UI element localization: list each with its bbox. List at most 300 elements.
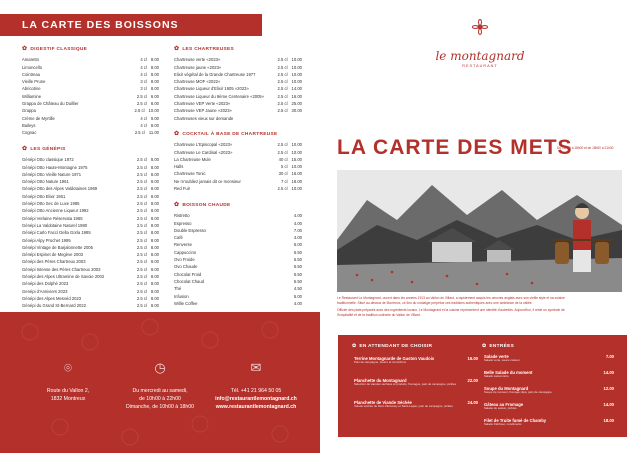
item-name: Chartreuse Liqueur d'Elixir 1605 «2023» [174,86,249,92]
menu-item [174,285,302,292]
item-volume: 2.5 cl [136,274,147,280]
item-name: Génépi Otto Ancienne Liqueur 1992 [22,208,89,214]
item-name: Thé [174,286,182,292]
menu-item [174,220,302,227]
item-price: 8.00 [150,252,159,258]
item-name: Chartreuse verte «2023» [174,57,221,63]
mail-icon: ✉ [250,360,262,375]
item-price: 8.00 [150,281,159,287]
flower-logo-icon [465,12,495,42]
email-link[interactable]: info@restaurantlemontagnard.ch [215,396,297,402]
section-title: LES CHARTREUSES [182,47,235,52]
menu-item [22,200,159,207]
dish-item [484,386,614,395]
item-volume: 2.5 cl [277,86,288,92]
dish-name: Filet de Truite fumé de Chamby [484,418,547,423]
dish-name: Gâteau au Fromage [484,402,524,407]
item-name: Génépi des Dolphé 2023 [22,281,69,287]
item-volume: 2.5 cl [277,186,288,192]
item-volume: 4 cl [140,122,147,128]
item-volume: 3 cl [140,86,147,92]
hot-drinks-list [174,212,302,307]
item-name: Génépi Otto Elixir 1961 [22,193,66,199]
menu-item [22,64,159,71]
item-name: Génépi Espinet de Megève 2003 [22,252,83,258]
menu-item [22,85,159,92]
dish-item [354,378,478,387]
item-price: 5.50 [293,271,302,277]
menu-box [338,335,627,437]
item-volume: 2.5 cl [134,108,145,114]
item-name: Elixir végétal de la Grande Chartreuse 1977 [174,71,256,77]
menu-item [22,78,159,85]
item-price: 4.00 [293,235,302,241]
item-name: Génépi Otto Nature 1961 [22,179,69,185]
item-volume: 2.5 cl [136,252,147,258]
menu-item [174,178,302,185]
menu-item [174,227,302,234]
item-price: 8.00 [150,237,159,243]
item-price: 5.00 [293,293,302,299]
cocktail-section [174,131,302,192]
flower-icon: ✿ [174,46,180,52]
flower-icon: ✿ [174,202,180,208]
clock-icon: ◷ [154,360,166,375]
item-name: Cappuccino [174,249,197,255]
item-price: 8.00 [150,71,159,77]
menu-item [22,115,159,122]
item-name: Chartreuse Le Cardinal «2023» [174,149,233,155]
item-name: Vieille Prune [22,79,46,85]
item-price: 5.50 [293,257,302,263]
item-name: Génépi Otto Sec de Luxe 1985 [22,201,80,207]
item-price: 10.00 [291,186,302,192]
item-name: Abricotine [22,86,41,92]
item-volume: 30 cl [278,171,288,177]
item-volume: 2.5 cl [136,303,147,309]
item-price: 10.00 [291,142,302,148]
menu-item [174,93,302,100]
photo-illustration [337,170,622,292]
item-price: 10.00 [291,164,302,170]
dish-price: 14.00 [603,370,614,375]
item-name: Chartreuse VEP Verte «2023» [174,101,231,107]
item-price: 8.00 [150,79,159,85]
menu-item [174,149,302,156]
item-name: Génépi Otto Vieille Nature 1971 [22,171,82,177]
genepis-section [22,146,159,310]
dish-name: Soupe du Montagnard [484,386,529,391]
item-name: Génépi du Grand St-Bernard 2022 [22,303,87,309]
menu-item [22,273,159,280]
item-volume: 2.5 cl [136,295,147,301]
item-volume: 7 cl [280,178,288,184]
item-volume: 2.5 cl [136,208,147,214]
item-name: Ne m'oubliez jamais dit ce monsieur [174,178,241,184]
menu-item [22,107,159,114]
dish-price: 14.00 [603,402,614,407]
item-name: Double Espresso [174,227,206,233]
menu-item [174,241,302,248]
food-title: LA CARTE DES METS [337,136,573,159]
dish-description: Salade verte, sauce maison [484,358,520,362]
item-volume: 2.5 cl [136,186,147,192]
item-name: Halls [174,164,184,170]
digestif-section [22,46,159,137]
item-name: Chartreuse Liqueur du 9ème Centenaire «2005» [174,93,265,99]
dish-price: 7.00 [605,354,614,359]
item-name: Génépi Intense des Pères Chartreux 2003 [22,266,101,272]
item-volume: 2.5 cl [277,57,288,63]
item-price: 8.00 [150,122,159,128]
item-price: 8.00 [150,179,159,185]
menu-item [174,256,302,263]
dish-item [484,418,614,427]
item-volume: 2.5 cl [277,93,288,99]
item-name: Génépi Otto des Alpes Valdotaines 1969 [22,186,98,192]
menu-item [174,234,302,241]
item-name: Grappa de Château du Duillier [22,101,79,107]
logo-subtitle: RESTAURANT [462,64,498,68]
item-name: Cointreau [22,71,41,77]
item-name: Espresso [174,220,192,226]
item-price: 8.00 [150,303,159,309]
item-price: 5.50 [293,264,302,270]
item-price: 8.00 [150,164,159,170]
menu-item [22,178,159,185]
phone[interactable]: Tél. +41 21 964 50 05 [230,388,282,394]
menu-item [22,251,159,258]
intro-text [337,296,577,317]
item-volume: 2.5 cl [277,149,288,155]
dish-price: 16.00 [467,356,478,361]
menu-item [22,222,159,229]
restaurant-logo [420,12,540,68]
item-price: 8.00 [150,215,159,221]
item-volume: 2.5 cl [136,93,147,99]
item-price: 8.00 [150,208,159,214]
item-price: 4.00 [293,300,302,306]
menu-item [22,71,159,78]
hours-note: Du 16h00 à 18h00 et de 18h00 à 21h30 [557,146,614,150]
item-volume: 2.5 cl [277,64,288,70]
item-price: 4.50 [293,286,302,292]
item-price: 15.00 [291,156,302,162]
item-volume: 2.5 cl [136,179,147,185]
menu-item [22,93,159,100]
item-price: 10.00 [291,71,302,77]
item-price: 8.00 [150,86,159,92]
intro-paragraph: Officier des plats préparés avec des ingrédients locaux, Le Montagnard et la cuisine représentent une identité d'autrefois. Aujourd'hui, il reste un symbole de l'hospitalité et de la tradition culinaire du Vallon de Villard. [337,308,565,317]
item-name: Williamine [22,93,42,99]
item-volume: 2.5 cl [277,101,288,107]
menu-item [22,258,159,265]
item-volume: 2.5 cl [134,130,145,136]
item-name: Ovo Froide [174,257,195,263]
item-price: 8.00 [150,57,159,63]
item-price: 30.00 [291,108,302,114]
floral-pattern [0,312,320,453]
item-volume: 5 cl [280,164,288,170]
menu-item [174,212,302,219]
menu-item [22,288,159,295]
item-volume: 4 cl [140,57,147,63]
dish-item [354,356,478,365]
dish-description: Soupe du moment, fromage râpé, pain de campagne [484,390,552,394]
item-price: 10.00 [291,149,302,155]
menu-item [174,170,302,177]
menu-item [174,300,302,307]
item-volume: 2.5 cl [277,142,288,148]
item-price: 8.00 [150,244,159,250]
flower-icon: ✿ [482,344,487,349]
menu-item [22,266,159,273]
menu-item [174,100,302,107]
menu-item [174,107,302,114]
dish-name: Salade verte [484,354,509,359]
menu-item [174,293,302,300]
item-name: Red Fuir [174,186,191,192]
section-title: BOISSON CHAUDE [182,203,231,208]
section-title: DIGESTIF CLASSIQUE [30,47,88,52]
item-volume: 2.5 cl [136,215,147,221]
item-price: 4.00 [293,220,302,226]
item-name: Infusion [174,293,189,299]
hours-line: Dimanche, de 10h00 à 18h00 [125,404,195,410]
item-name: Genépi d'Anniviers 2023 [22,288,68,294]
item-volume: 2.5 cl [136,288,147,294]
item-name: Renverse [174,242,192,248]
item-volume: 2.5 cl [136,193,147,199]
item-name: Amaretto [22,57,39,63]
location-pin-icon: ⌾ [64,360,72,375]
item-price: 16.00 [291,93,302,99]
item-price: 8.00 [150,193,159,199]
item-price: 9.00 [150,115,159,121]
item-price: 8.00 [150,274,159,280]
item-price: 16.00 [291,171,302,177]
item-price: 8.00 [150,101,159,107]
item-volume: 2.5 cl [136,101,147,107]
address-block [18,387,118,403]
item-price: 18.00 [291,178,302,184]
dish-description: Salade fraîcheur, condiments [484,422,522,426]
address-line: 1832 Montreux [50,396,86,402]
item-name: Cognac [22,130,37,136]
flower-icon: ✿ [22,46,28,52]
menu-item [22,302,159,309]
item-price: 8.00 [150,201,159,207]
item-price: 10.00 [148,108,159,114]
menu-item [22,215,159,222]
dish-item [484,354,614,363]
cocktail-list [174,141,302,192]
item-volume: 2.5 cl [136,171,147,177]
menu-item [174,71,302,78]
flower-icon: ✿ [22,146,28,152]
hours-line: de 10h00 à 22h00 [139,396,181,402]
item-volume: 4 cl [140,64,147,70]
menu-item [22,100,159,107]
item-name: Génépi Verlaine Réservata 1965 [22,215,83,221]
menu-item [174,278,302,285]
item-name: Limoncello [22,64,43,70]
menu-item [174,185,302,192]
menu-item [174,249,302,256]
item-price: 6.00 [150,93,159,99]
item-price: 8.00 [150,157,159,163]
item-price: 8.00 [150,222,159,228]
item-name: Génépi des Alpes Mesvéd 2023 [22,295,82,301]
item-name: Willie Coffee [174,300,198,306]
section-title: EN ATTENDANT DE CHOISIR [359,344,433,349]
dish-name: Belle Salade du moment [484,370,533,375]
contact-block [206,387,306,411]
menu-item [174,56,302,63]
item-volume: 2.5 cl [136,230,147,236]
item-price: 8.00 [150,64,159,70]
item-name: Génépi Alpy Prochet 1995 [22,237,71,243]
menu-item [174,64,302,71]
item-volume: 2.5 cl [136,201,147,207]
item-name: Génépi Otto Haute-Montagne 1975 [22,164,88,170]
flower-icon: ✿ [174,131,180,137]
menu-item [174,163,302,170]
menu-item [22,185,159,192]
hours-line: Du mercredi au samedi, [132,388,188,394]
item-name: Ovo Chaude [174,264,198,270]
item-volume: 3 cl [140,79,147,85]
menu-item [174,271,302,278]
dish-name: Terrine Montagnarde de Gaston Vaudois [354,356,435,361]
item-name: Chartreuse L'Episcopal «2023» [174,142,233,148]
item-name: Génépi Carlo Faccì Della Gorla 1985 [22,230,91,236]
item-price: 8.00 [150,171,159,177]
hot-drinks-section [174,202,302,307]
contact-footer [0,312,320,453]
item-price: 8.00 [150,259,159,265]
dish-name: Planchette de Viande Séchée [354,400,412,405]
menu-item [22,171,159,178]
menu-item [174,78,302,85]
dish-name: Planchette du Montagnard [354,378,407,383]
item-name: Génépi des Pères Chartreux 2003 [22,259,86,265]
menu-item [22,122,159,129]
item-volume: 2.5 cl [136,222,147,228]
flower-icon: ✿ [352,344,357,349]
hours-block [110,387,210,411]
menu-item [22,164,159,171]
item-name: Chocolat Froid [174,271,202,277]
item-price: 4.00 [293,213,302,219]
dish-item [484,402,614,411]
menu-item [22,193,159,200]
menu-item [22,56,159,63]
item-name: Génépi Vintage de Barjalonnette 2005 [22,244,93,250]
section-title: COCKTAIL À BASE DE CHARTREUSE [182,132,278,137]
item-name: Chartreuse MOF «2022» [174,79,221,85]
menu-item [22,156,159,163]
dish-description: Salade saisonnière [484,374,509,378]
menu-item [174,156,302,163]
address-line: Route du Vallon 2, [46,388,90,394]
menu-item [22,129,159,136]
website-link[interactable]: www.restaurantlemontagnard.ch [215,404,297,410]
logo-script: le montagnard [435,49,525,63]
chartreuses-list [174,56,302,122]
item-name: Baileys [22,122,36,128]
item-volume: 2.5 cl [277,108,288,114]
item-price: 10.00 [291,64,302,70]
item-volume: 2.5 cl [136,237,147,243]
dish-price: 18.00 [603,418,614,423]
item-price: 5.50 [293,278,302,284]
dish-description: Sélection de viandes séchées et produits, fromages, pain de campagne, pickles [354,382,457,386]
dish-item [354,400,478,409]
mountain-village-photo [337,170,622,292]
item-price: 8.00 [150,288,159,294]
menu-item [22,237,159,244]
item-volume: 2.5 cl [136,157,147,163]
item-name: Chartreuse VEP Jaune «2023» [174,108,232,114]
item-price: 10.00 [291,79,302,85]
item-volume: 4 cl [140,71,147,77]
item-price: 5.00 [293,242,302,248]
item-name: Crème de Myrtille [22,115,55,121]
drinks-banner: LA CARTE DES BOISSONS [0,14,262,36]
item-volume: 2.5 cl [136,266,147,272]
menu-item [174,141,302,148]
item-price: 8.00 [150,266,159,272]
item-volume: 2.5 cl [277,79,288,85]
dish-price: 12.00 [603,386,614,391]
menu-item [22,207,159,214]
menu-item [22,280,159,287]
item-price: 8.00 [150,295,159,301]
dish-description: Pain de campagne, beurre et cornichons [354,360,407,364]
item-price: 5.50 [293,249,302,255]
menu-item [174,115,302,122]
item-name: Chartreuse Tonic [174,171,206,177]
item-name: Génépi des Alpes Ultramine de Savoie 2002 [22,274,105,280]
digestif-list [22,56,159,136]
dish-price: 24.00 [467,400,478,405]
menu-item [22,229,159,236]
dish-item [484,370,614,379]
item-name: Café [174,235,183,241]
intro-paragraph: Le Restaurant Le Montagnard, ouvert dans les années 1913 au Vallon de Villard, a rapidement acquis les oeuvres anglais avec son vieille style et sa cuisine traditionnelle. Situé au-dessus de Montreux, ce lieu du nostalgie perpétue ces traditions authentiques avec une ambiance de la vallée. [337,296,565,305]
section-title: ENTRÉES [489,344,515,349]
section-title: LES GÉNÉPIS [30,147,66,152]
dish-price: 22.00 [467,378,478,383]
item-name: Génépi Otto classique 1972 [22,157,74,163]
item-price: 8.00 [150,186,159,192]
dish-description: Salade de saison, pickles [484,406,517,410]
item-price: 14.00 [291,86,302,92]
item-name: Chocolat Chaud [174,278,205,284]
item-volume: 40 cl [278,156,288,162]
item-volume: 2.5 cl [277,71,288,77]
menu-item [22,295,159,302]
item-volume: 2.5 cl [136,259,147,265]
item-name: Chartreuses vieux sur demande [174,115,234,121]
item-name: Chartreuse jaune «2023» [174,64,222,70]
item-price: 11.00 [148,130,159,136]
item-name: Ristretto [174,213,190,219]
item-volume: 2.5 cl [136,281,147,287]
menu-item [22,244,159,251]
item-name: Grappa [22,108,36,114]
